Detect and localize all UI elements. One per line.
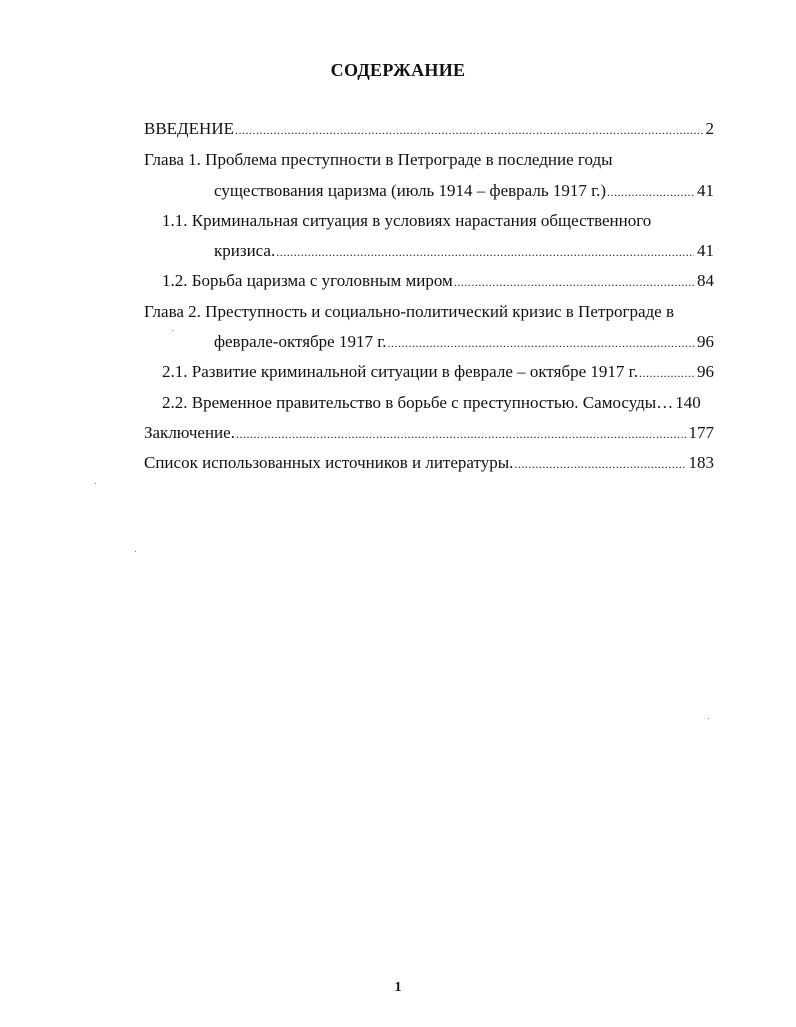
toc-entry-title: кризиса.	[214, 241, 276, 260]
toc-entry-title: феврале-октябре 1917 г.	[214, 332, 387, 351]
toc-page-number: 183	[688, 453, 714, 472]
toc-leader-dots	[236, 423, 686, 445]
toc-page-number: 177	[688, 423, 714, 442]
toc-entry-title: 2.1. Развитие криминальной ситуации в феврале – октябре 1917 г.	[162, 362, 638, 381]
toc-page-number: 96	[697, 332, 714, 351]
toc-entry-chapter-1-line-1[interactable]: Глава 1. Проблема преступности в Петрограде в последние годы	[144, 150, 613, 169]
toc-entry-title: Заключение.	[144, 423, 235, 442]
toc-entry-title: 2.2. Временное правительство в борьбе с преступностью. Самосуды…	[162, 393, 674, 412]
toc-leader-dots	[388, 332, 694, 354]
toc-leader-dots	[639, 362, 694, 384]
toc-page-number: 140	[675, 393, 701, 412]
scan-speck	[95, 483, 96, 484]
toc-page-number: 2	[705, 119, 714, 138]
toc-entry-chapter-1-line-2[interactable]	[214, 180, 714, 202]
toc-entry-chapter-2-line-1[interactable]: Глава 2. Преступность и социально-политический кризис в Петрограде в	[144, 302, 674, 321]
toc-page-number: 84	[697, 271, 714, 290]
toc-entry-title: ВВЕДЕНИЕ	[144, 119, 234, 138]
toc-entry-section-1-1-line-2[interactable]	[214, 240, 714, 262]
toc-page-number: 41	[697, 241, 714, 260]
scan-speck	[708, 718, 709, 719]
scan-speck	[135, 551, 136, 552]
page-number: 1	[394, 980, 402, 995]
toc-entry-conclusion[interactable]	[144, 422, 714, 444]
toc-entry-title: существования царизма (июль 1914 – февраль 1917 г.)	[214, 181, 607, 200]
toc-page-number: 96	[697, 362, 714, 381]
toc-leader-dots	[607, 181, 694, 203]
toc-page-number: 41	[697, 181, 714, 200]
toc-entry-title: 1.2. Борьба царизма с уголовным миром	[162, 271, 453, 290]
toc-leader-dots	[514, 453, 685, 475]
toc-entry-title: Список использованных источников и литературы.	[144, 453, 514, 472]
toc-leader-dots	[454, 271, 694, 293]
scan-speck	[172, 330, 173, 331]
toc-entry-section-1-2[interactable]	[162, 270, 714, 292]
toc-leader-dots	[276, 241, 694, 263]
toc-entry-section-1-1-line-1[interactable]: 1.1. Криминальная ситуация в условиях нарастания общественного	[162, 211, 652, 230]
toc-entry-bibliography[interactable]	[144, 452, 714, 474]
toc-entry-chapter-2-line-2[interactable]	[214, 331, 714, 353]
toc-entry-section-2-2[interactable]	[162, 392, 714, 414]
page-title: СОДЕРЖАНИЕ	[330, 60, 466, 80]
toc-leader-dots	[235, 119, 703, 141]
toc-entry-section-2-1[interactable]	[162, 361, 714, 383]
toc-entry-introduction[interactable]	[144, 118, 714, 140]
